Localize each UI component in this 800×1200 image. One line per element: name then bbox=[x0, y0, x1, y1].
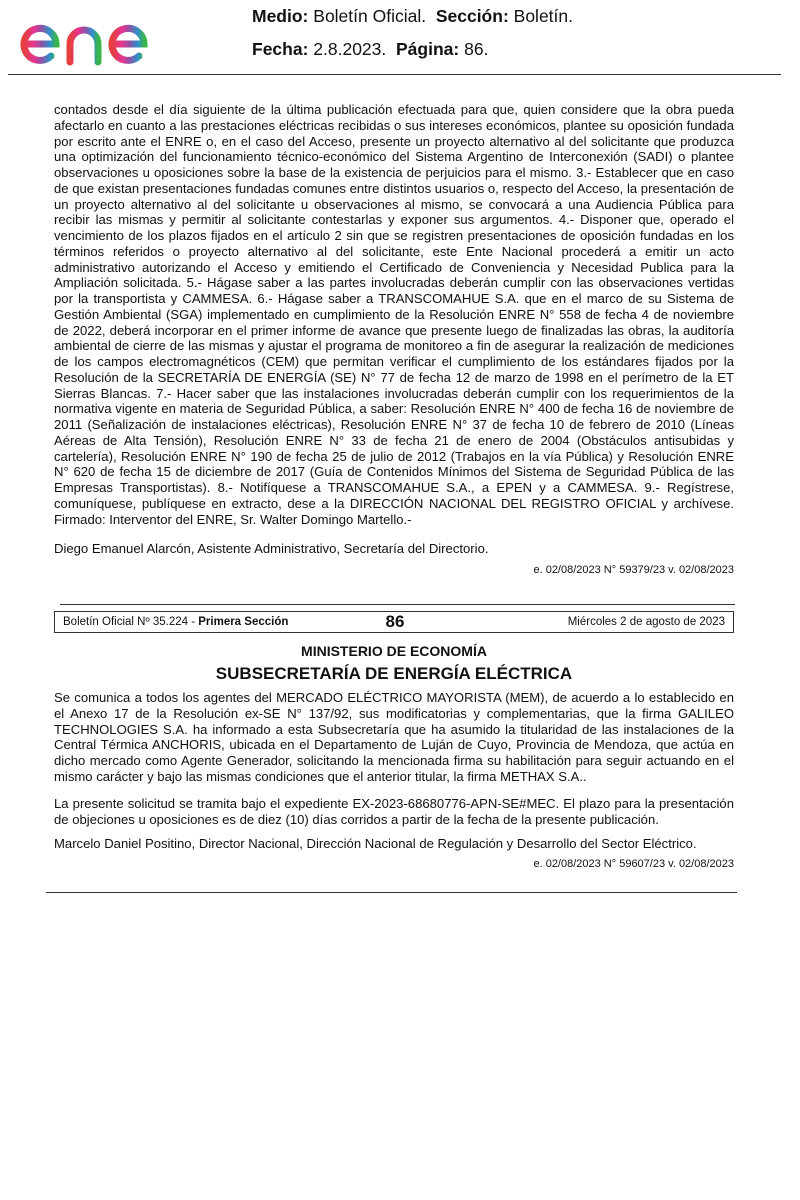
ministry-heading: MINISTERIO DE ECONOMÍA bbox=[301, 643, 487, 659]
gazette-section: Primera Sección bbox=[198, 616, 289, 628]
gazette-page-number: 86 bbox=[385, 612, 405, 631]
notice2-body: Se comunica a todos los agentes del MERCADO ELÉCTRICO MAYORISTA (MEM), de acuerdo a lo establecido en el Anexo 17 de la Resolución ex-SE N° 137/92, sus modificatorias y complementarias, que la firma GALILEO TECHNOLOGIES S.A. ha informado a esta Subsecretaría que ha asumido la titularidad de las instalaciones de la Central Térmica ANCHORIS, ubicada en el Departamento de Luján de Cuyo, Provincia de Mendoza, que actúa en dicho mercado como Agente Generador, solicitando la mencionada firma su habilitación para seguir actuando en el mismo carácter y bajo las mismas condiciones que el anterior titular, la firma METHAX S.A.. bbox=[54, 690, 734, 784]
notice2-signatory: Marcelo Daniel Positino, Director Nacional, Dirección Nacional de Regulación y Desarrollo del Sector Eléctrico. bbox=[54, 836, 697, 851]
bottom-divider bbox=[46, 892, 737, 893]
fecha-pagina-line bbox=[252, 39, 488, 60]
enel-logo bbox=[14, 4, 184, 68]
notice2-deadline: La presente solicitud se tramita bajo el expediente EX-2023-68680776-APN-SE#MEC. El plazo para la presentación de objeciones u oposiciones es de diez (10) días corridos a partir de la fecha de la presente publicación. bbox=[54, 796, 734, 827]
notice2-reference: e. 02/08/2023 N° 59607/23 v. 02/08/2023 bbox=[533, 858, 734, 870]
header-divider bbox=[8, 74, 781, 75]
seccion-value: Boletín. bbox=[513, 6, 574, 26]
gazette-issue-number: Boletín Oficial Nº 35.224 - bbox=[63, 616, 199, 628]
section-divider bbox=[60, 604, 735, 605]
gazette-date: Miércoles 2 de agosto de 2023 bbox=[567, 616, 725, 628]
seccion-label: Sección: bbox=[435, 6, 509, 26]
notice1-body: contados desde el día siguiente de la última publicación efectuada para que, quien considere que la obra pueda afectarlo en cuanto a las prestaciones eléctricas recibidas o sus intereses económicos, plantee su oposición fundada por escrito ante el ENRE o, en el caso del Acceso, presente un proyecto alternativo al del solicitante que produzca una optimización del funcionamiento técnico-económico del Sistema Argentino de Interconexión (SADI) o plantee observaciones u oposiciones sobre la base de la existencia de perjuicios para el mismo. 3.- Establecer que en caso de que existan presentaciones fundadas comunes entre distintos usuarios o, respecto del Acceso, la presentación de un proyecto alternativo al del solicitante u observaciones al mismo, se convocará a una Audiencia Pública para recibir las mismas y permitir al solicitante contestarlas y exponer sus argumentos. 4.- Disponer que, operado el vencimiento de los plazos fijados en el artículo 2 sin que se registren presentaciones de oposición fundadas en los términos referidos o proyecto alternativo al del solicitante, este Ente Nacional procederá a emitir un acto administrativo autorizando el Acceso y emitiendo el Certificado de Conveniencia y Necesidad Publica para la Ampliación solicitada. 5.- Hágase saber a las partes involucradas deberán cumplir con las observaciones vertidas por la transportista y CAMMESA. 6.- Hágase saber a TRANSCOMAHUE S.A. que en el marco de su Sistema de Gestión Ambiental (SGA) implementado en cumplimiento de la Resolución ENRE N° 558 de fecha 4 de noviembre de 2022, deberá incorporar en el primer informe de avance que presente luego de finalizadas las obras, la auditoría ambiental de cierre de las mismas y ajustar el programa de monitoreo a fin de asegurar la realización de mediciones de los campos electromagnéticos (CEM) que permitan verificar el cumplimiento de los estándares fijados por la Resolución de la SECRETARÍA DE ENERGÍA (SE) N° 77 de fecha 12 de marzo de 1998 en el perímetro de la ET Sierras Blancas. 7.- Hacer saber que las instalaciones involucradas deberán cumplir con los requerimientos de la normativa vigente en materia de Seguridad Pública, a saber: Resolución ENRE N° 400 de fecha 16 de noviembre de 2011 (Señalización de instalaciones eléctricas), Resolución ENRE N° 37 de fecha 10 de febrero de 2010 (Líneas Aéreas de Alta Tensión), Resolución ENRE N° 33 de fecha 21 de enero de 2004 (Obstáculos antisubidas y cartelería), Resolución ENRE N° 190 de fecha 25 de julio de 2012 (Trabajos en la vía Pública) y Resolución ENRE N° 620 de fecha 15 de diciembre de 2017 (Guía de Contenidos Mínimos del Sistema de Seguridad Pública de las Empresas Transportistas). 8.- Notifíquese a TRANSCOMAHUE S.A., a EPEN y a CAMMESA. 9.- Regístrese, comuníquese, publíquese en extracto, dese a la DIRECCIÓN NACIONAL DEL REGISTRO OFICIAL y archívese. Firmado: Interventor del ENRE, Sr. Walter Domingo Martello.- bbox=[54, 102, 734, 527]
fecha-value: 2.8.2023. bbox=[313, 39, 387, 59]
medio-label: Medio: bbox=[252, 6, 309, 26]
medio-seccion-line bbox=[252, 6, 573, 27]
subsecretaria-heading: SUBSECRETARÍA DE ENERGÍA ELÉCTRICA bbox=[215, 664, 573, 683]
page-header bbox=[0, 0, 800, 78]
notice1-reference: e. 02/08/2023 N° 59379/23 v. 02/08/2023 bbox=[533, 564, 734, 576]
notice1-signatory: Diego Emanuel Alarcón, Asistente Administrativo, Secretaría del Directorio. bbox=[54, 541, 489, 556]
pagina-value: 86. bbox=[464, 39, 489, 59]
medio-value: Boletín Oficial. bbox=[313, 6, 427, 26]
pagina-label: Página: bbox=[396, 39, 460, 59]
fecha-label: Fecha: bbox=[252, 39, 309, 59]
gazette-page-bar bbox=[54, 611, 734, 633]
